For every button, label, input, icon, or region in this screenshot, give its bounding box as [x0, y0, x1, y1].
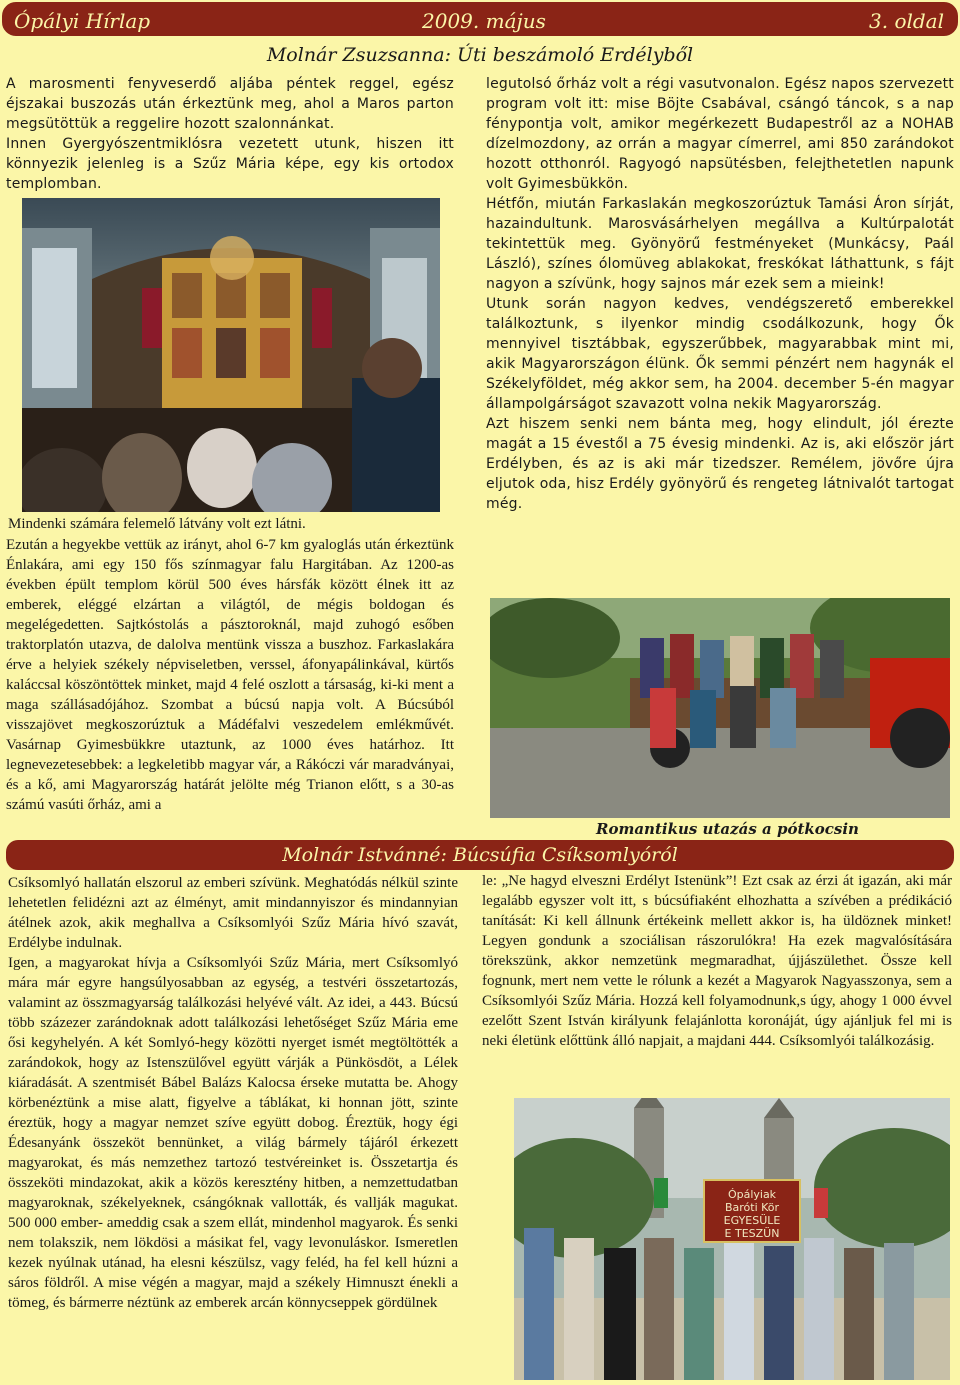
banner-line1: Ópályiak: [727, 1188, 777, 1201]
group-trailer-illustration: [490, 598, 950, 818]
paragraph: Azt hiszem senki nem bánta meg, hogy elindult, jól érezte magát a 15 évestől a 75 évesig mindenki. Az is, aki először járt Erdélyben, és az is aki már tizedszer. Remélem, jövőre újra eljutok oda, hisz Erdély gyönyörű és rengeteg látnivalót tartogat még.: [486, 416, 954, 512]
article2-left-text: [8, 873, 458, 1313]
paragraph: Igen, a magyarokat hívja a Csíksomlyói Szűz Mária, mert Csíksomlyó mára már egyre hangsúlyosabban az egység, a testvéri összetartozás, valamint az összmagyarság találkozási helyévé vált. Az idei, a 443. Búcsú több százezer zarándoknak adott találkozási lehetőséget Szűz Mária eme ősi kegyhelyén. A két Somlyó-hegy közötti nyerget ismét megtöltötték a zarándokok, hogy az Istenszülővel együtt várják a Pünkösdöt, a Lélek kiáradását. A szentmisét Bábel Balázs Kalocsa érseke mutatta be. Ahogy körbenéztünk a mise alatt, figyelve a táblákat, ki honnan jött, szinte éreztük, hogy a magyar nemzet szíve együtt dobog. Éreztük, hogy égi Édesanyánk összeköt bennünket, a világ bármely tájáról érkezett magyarokat, és más nemzethez tartozó testvéreinket is. Összetartja és összeköti mindazokat, akik a közös keresztény hitben, a nemzettudatban magyaroknak, székelyeknek, csángóknak vallották, és vallják magukat. 500 000 ember- ameddig csak a szem ellát, mindenhol magyarok. És senki nem tolakszik, nem lökdösi a másikat fel, vagy levonuláskor. Ismeretlen kezek nyúlnak utánad, ha elesni készülsz, vagy feléd, ha fel kell húzni a sáros földről. A mise végén a magyar, majd a székely Himnuszt énekli a tömeg, és bármerre néztünk az emberek arcán könnycseppek gördülnek: [8, 955, 458, 1311]
banner-line4: E TESZÜN: [724, 1227, 780, 1240]
paragraph: A marosmenti fenyveserdő aljába péntek reggel, egész éjszakai buszozás után érkeztünk meg, ahol a Maros parton megsütöttük a reggelire hozott szalonnánkat.: [6, 76, 454, 132]
article1-left-top-text: [6, 74, 454, 194]
procession-illustration: [514, 1098, 950, 1380]
article1-left-bottom-text: [6, 535, 454, 815]
banner-line3: EGYESÜLE: [723, 1214, 781, 1227]
paragraph: Utunk során nagyon kedves, vendégszerető emberekkel találkoztunk, s ilyenkor mindig csodálkozunk, hogy Ők mennyivel tisztábbak, egyszerűbbek, magyarabbak mint mi, akik Magyarországon élünk. Ők semmi pénzért nem hagynák el Székelyföldet, még akkor sem, ha 2004. december 5-én magyar állampolgárságot szavazott volna nekik Magyarország.: [486, 296, 954, 412]
article2-right-text: [482, 871, 952, 1051]
banner-line2: Baróti Kör: [724, 1201, 780, 1214]
issue-date: 2009. május: [422, 9, 546, 33]
paragraph: Hétfőn, miután Farkaslakán megkoszorúztuk Tamási Áron sírját, hazaindultunk. Marosvásárhelyen megállva a Kultúrpalotát tekintettük meg. Gyönyörű festményeket (Munkácsy, Paál László), színes ólomüveg ablakokat, freskókat láthattunk, s fájt nagyon a szívünk, hogy sajnos már ezek sem a mieink!: [486, 196, 954, 292]
article1-title: Molnár Zsuzsanna: Úti beszámoló Erdélyből: [266, 44, 694, 66]
church-interior-photo: [22, 198, 440, 512]
church-interior-illustration: [22, 198, 440, 512]
paragraph: Innen Gyergyószentmiklósra vezetett utunk, hiszen itt könnyezik jelenleg is a Szűz Mária képe, egy kis ortodox templomban.: [6, 136, 454, 192]
pilgrimage-procession-photo: [514, 1098, 950, 1380]
article1-right-text: [486, 74, 954, 514]
paragraph: Ezután a hegyekbe vettük az irányt, ahol 6-7 km gyaloglás után érkeztünk Énlakára, ami egy 150 fős színmagyar falu Hargitában. Az 1200-as években épült templom körül 500 éves hársfák között élnek itt az emberek, eléggé elzártan a világtól, de mégis boldogan és megelégedetten. Sajtkóstolás a pásztoroknál, majd zuhogó esőben traktorplatón utazva, de dalolva mentünk vissza a buszhoz. Farkaslakára érve a helyiek székely népviseletben, verssel, áfonyapálinkával, kürtős kaláccsal köszöntöttek minket, majd 4 felé oszlott a társaság, ki-ki ment a maga szállásadójához. Szombat a búcsú napja volt. A Búcsúból visszajövet megkoszorúztuk a Mádéfalvi veszedelem emlékművét. Vasárnap Gyimesbükkre utaztunk, az 1000 éves határhoz. Itt legnevezetesebbek: a legkeletibb magyar vár, a Rákóczi vár maradványai, és a kő, ami Magyarország határát jelölte még Trianon előtt, s a 30-as számú vasúti őrház, ami a: [6, 537, 454, 813]
paragraph: le: „Ne hagyd elveszni Erdélyt Istenünk”! Ezt csak az érzi át igazán, aki már legalább egyszer volt itt, s búcsúfiaként elhozhatta a szívében a prédikáció tanítását: Ki kell állnunk értékeink mellett akkor is, ha üldöznek minket! Legyen gondunk a szociálisan rászorulókra! Ha ezek magvalósítására törekszünk, akkor nemzetünk megmaradhat, újjászülethet. Össze kell fognunk, mert nem vette le rólunk a kezét a Magyarok Nagyasszonya, sem a Csíksomlyói Szűz Mária. Hozzá kell folyamodnunk,s úgy, ahogy 1 000 évvel ezelőtt Szent István királyunk felajánlotta koronáját, úgy ajánljuk fel mi is neki életünk előttünk álló napjait, a majdani 444. Csíksomlyói találkozásig.: [482, 873, 952, 1049]
photo2-caption: Romantikus utazás a pótkocsin: [596, 820, 859, 838]
paragraph: Csíksomlyó hallatán elszorul az emberi szívünk. Meghatódás nélkül szinte lehetetlen felidézni azt az élményt, amit mindannyiszor és mindannyian átélnek azok, akik meghallva a Csíksomlyói Szűz Mária hívó szavát, Erdélybe indulnak.: [8, 875, 458, 951]
newspaper-header: [0, 0, 960, 38]
group-on-trailer-photo: [490, 598, 950, 818]
article2-title: Molnár Istvánné: Búcsúfia Csíksomlyóról: [6, 840, 954, 870]
page-number: 3. oldal: [869, 9, 944, 33]
newspaper-name: Ópályi Hírlap: [14, 9, 151, 33]
paragraph: legutolsó őrház volt a régi vasutvonalon. Egész napos szervezett program volt itt: mise Böjte Csabával, csángó táncok, s a nap fénypontja volt, amikor megérkezett Budapestről az a NOHAB dízelmozdony, az orrán a magyar címerrel, ami 850 zarándokot hozott otthonról. Ragyogó napsütésben, felejthetetlen napunk volt Gyimesbükkön.: [486, 76, 954, 192]
photo1-caption: Mindenki számára felemelő látvány volt ezt látni.: [8, 516, 306, 532]
